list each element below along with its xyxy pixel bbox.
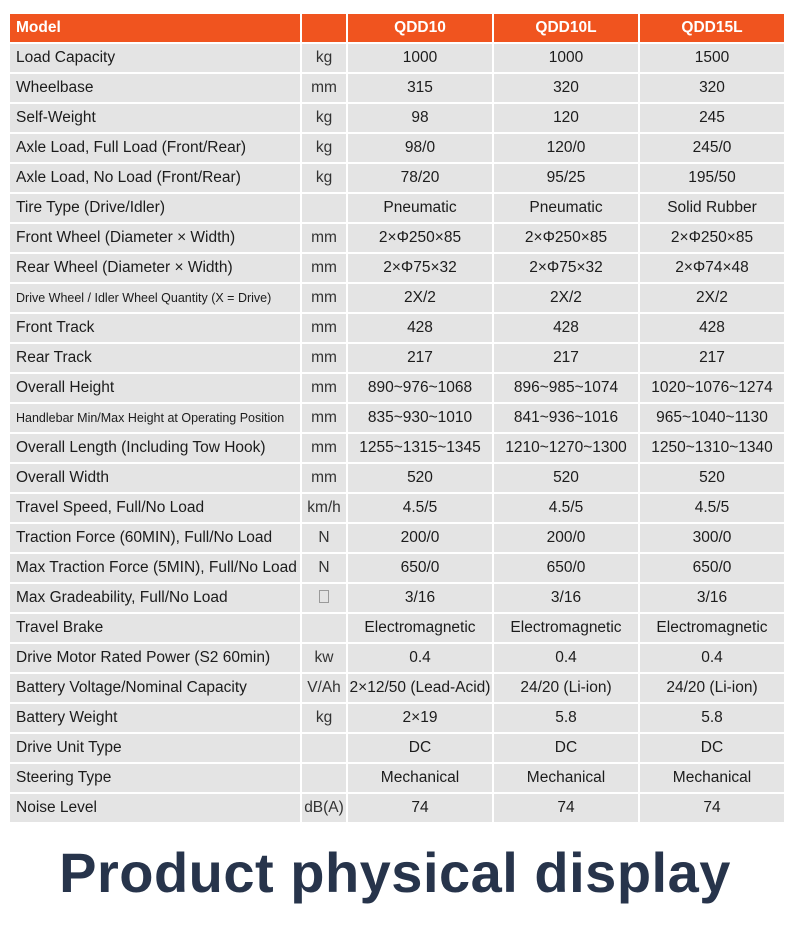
spec-name: Tire Type (Drive/Idler)	[10, 194, 300, 222]
spec-value: Mechanical	[640, 764, 784, 792]
table-row	[10, 344, 784, 372]
spec-name: Self-Weight	[10, 104, 300, 132]
spec-value: 1000	[348, 44, 492, 72]
table-row	[10, 734, 784, 762]
header-model-qdd15l: QDD15L	[640, 14, 784, 42]
spec-name: Drive Unit Type	[10, 734, 300, 762]
table-row	[10, 104, 784, 132]
spec-name: Axle Load, Full Load (Front/Rear)	[10, 134, 300, 162]
spec-value: 5.8	[640, 704, 784, 732]
table-row	[10, 254, 784, 282]
spec-unit: mm	[302, 434, 346, 462]
spec-value: 0.4	[640, 644, 784, 672]
spec-value: 841~936~1016	[494, 404, 638, 432]
spec-unit: kg	[302, 104, 346, 132]
spec-value: 2X/2	[348, 284, 492, 312]
table-row	[10, 704, 784, 732]
header-model-qdd10: QDD10	[348, 14, 492, 42]
spec-value: Pneumatic	[348, 194, 492, 222]
header-unit	[302, 14, 346, 42]
spec-unit	[302, 734, 346, 762]
spec-value: 74	[640, 794, 784, 822]
spec-unit: mm	[302, 224, 346, 252]
spec-value: DC	[640, 734, 784, 762]
spec-value: 2×Φ250×85	[348, 224, 492, 252]
spec-value: 320	[494, 74, 638, 102]
table-row	[10, 464, 784, 492]
header-model-label: Model	[10, 14, 300, 42]
table-row	[10, 374, 784, 402]
spec-value: 520	[348, 464, 492, 492]
spec-name: Battery Weight	[10, 704, 300, 732]
spec-value: Electromagnetic	[640, 614, 784, 642]
spec-value: 300/0	[640, 524, 784, 552]
spec-value: 2×12/50 (Lead-Acid)	[348, 674, 492, 702]
spec-value: 24/20 (Li-ion)	[640, 674, 784, 702]
spec-value: 24/20 (Li-ion)	[494, 674, 638, 702]
spec-name: Travel Brake	[10, 614, 300, 642]
table-row	[10, 44, 784, 72]
spec-name: Steering Type	[10, 764, 300, 792]
spec-value: 428	[640, 314, 784, 342]
spec-value: 120/0	[494, 134, 638, 162]
table-row	[10, 194, 784, 222]
spec-value: 428	[494, 314, 638, 342]
spec-value: Pneumatic	[494, 194, 638, 222]
spec-value: 520	[494, 464, 638, 492]
spec-value: 835~930~1010	[348, 404, 492, 432]
spec-value: 896~985~1074	[494, 374, 638, 402]
spec-unit: mm	[302, 404, 346, 432]
spec-name: Noise Level	[10, 794, 300, 822]
table-row	[10, 134, 784, 162]
spec-value: 74	[348, 794, 492, 822]
table-row	[10, 404, 784, 432]
spec-name: Max Gradeability, Full/No Load	[10, 584, 300, 612]
spec-unit: V/Ah	[302, 674, 346, 702]
spec-name: Axle Load, No Load (Front/Rear)	[10, 164, 300, 192]
spec-value: 520	[640, 464, 784, 492]
table-row	[10, 764, 784, 792]
spec-value: 428	[348, 314, 492, 342]
spec-name: Wheelbase	[10, 74, 300, 102]
spec-unit: kg	[302, 44, 346, 72]
table-row	[10, 164, 784, 192]
spec-unit	[302, 194, 346, 222]
spec-value: 4.5/5	[348, 494, 492, 522]
spec-value: 1210~1270~1300	[494, 434, 638, 462]
spec-name: Traction Force (60MIN), Full/No Load	[10, 524, 300, 552]
spec-value: 5.8	[494, 704, 638, 732]
header-row	[10, 14, 784, 42]
spec-value: 0.4	[494, 644, 638, 672]
spec-body	[10, 44, 784, 822]
spec-value: 3/16	[494, 584, 638, 612]
spec-name: Battery Voltage/Nominal Capacity	[10, 674, 300, 702]
spec-value: 1020~1076~1274	[640, 374, 784, 402]
spec-value: 2×Φ250×85	[640, 224, 784, 252]
spec-unit: mm	[302, 464, 346, 492]
spec-value: DC	[494, 734, 638, 762]
spec-unit: km/h	[302, 494, 346, 522]
spec-unit: mm	[302, 254, 346, 282]
spec-value: 2X/2	[640, 284, 784, 312]
spec-value: 98/0	[348, 134, 492, 162]
spec-value: 245/0	[640, 134, 784, 162]
spec-value: Electromagnetic	[494, 614, 638, 642]
table-row	[10, 314, 784, 342]
spec-value: 965~1040~1130	[640, 404, 784, 432]
spec-value: 1500	[640, 44, 784, 72]
spec-name: Front Track	[10, 314, 300, 342]
spec-unit: kg	[302, 134, 346, 162]
spec-name: Overall Width	[10, 464, 300, 492]
spec-name: Drive Motor Rated Power (S2 60min)	[10, 644, 300, 672]
spec-name: Travel Speed, Full/No Load	[10, 494, 300, 522]
table-row	[10, 434, 784, 462]
spec-value: 1255~1315~1345	[348, 434, 492, 462]
spec-unit: mm	[302, 374, 346, 402]
spec-value: 2X/2	[494, 284, 638, 312]
spec-value: 320	[640, 74, 784, 102]
spec-unit	[302, 764, 346, 792]
spec-unit	[302, 584, 346, 612]
spec-unit: mm	[302, 314, 346, 342]
spec-value: 120	[494, 104, 638, 132]
spec-unit: kg	[302, 704, 346, 732]
spec-value: 2×19	[348, 704, 492, 732]
spec-value: Electromagnetic	[348, 614, 492, 642]
spec-value: 0.4	[348, 644, 492, 672]
spec-value: 650/0	[494, 554, 638, 582]
spec-value: 315	[348, 74, 492, 102]
spec-value: 217	[640, 344, 784, 372]
table-row	[10, 224, 784, 252]
table-row	[10, 794, 784, 822]
table-row	[10, 644, 784, 672]
spec-unit: mm	[302, 284, 346, 312]
spec-unit: N	[302, 524, 346, 552]
spec-unit: kw	[302, 644, 346, 672]
spec-unit: N	[302, 554, 346, 582]
spec-value: 200/0	[494, 524, 638, 552]
table-row	[10, 674, 784, 702]
spec-name: Handlebar Min/Max Height at Operating Position	[10, 404, 300, 432]
spec-name: Front Wheel (Diameter × Width)	[10, 224, 300, 252]
table-row	[10, 524, 784, 552]
spec-value: 1000	[494, 44, 638, 72]
spec-value: 200/0	[348, 524, 492, 552]
spec-value: 217	[494, 344, 638, 372]
table-row	[10, 614, 784, 642]
spec-unit: mm	[302, 74, 346, 102]
spec-unit: dB(A)	[302, 794, 346, 822]
spec-value: 650/0	[348, 554, 492, 582]
spec-table	[8, 12, 786, 824]
spec-value: 3/16	[348, 584, 492, 612]
spec-value: 2×Φ74×48	[640, 254, 784, 282]
spec-value: 4.5/5	[640, 494, 784, 522]
table-row	[10, 284, 784, 312]
table-row	[10, 554, 784, 582]
spec-value: 4.5/5	[494, 494, 638, 522]
spec-value: 890~976~1068	[348, 374, 492, 402]
table-row	[10, 74, 784, 102]
spec-value: 74	[494, 794, 638, 822]
spec-name: Rear Wheel (Diameter × Width)	[10, 254, 300, 282]
table-row	[10, 584, 784, 612]
spec-value: 2×Φ75×32	[348, 254, 492, 282]
spec-value: 2×Φ250×85	[494, 224, 638, 252]
spec-value: 195/50	[640, 164, 784, 192]
spec-unit: kg	[302, 164, 346, 192]
spec-value: 245	[640, 104, 784, 132]
header-model-qdd10l: QDD10L	[494, 14, 638, 42]
spec-name: Load Capacity	[10, 44, 300, 72]
spec-name: Rear Track	[10, 344, 300, 372]
spec-value: 650/0	[640, 554, 784, 582]
spec-value: 98	[348, 104, 492, 132]
spec-value: Solid Rubber	[640, 194, 784, 222]
table-row	[10, 494, 784, 522]
spec-value: 95/25	[494, 164, 638, 192]
spec-name: Drive Wheel / Idler Wheel Quantity (X = Drive)	[10, 284, 300, 312]
spec-value: 2×Φ75×32	[494, 254, 638, 282]
spec-value: Mechanical	[348, 764, 492, 792]
spec-value: DC	[348, 734, 492, 762]
spec-name: Overall Height	[10, 374, 300, 402]
spec-value: 3/16	[640, 584, 784, 612]
spec-unit	[302, 614, 346, 642]
page-title: Product physical display	[59, 841, 731, 904]
spec-value: 78/20	[348, 164, 492, 192]
spec-name: Overall Length (Including Tow Hook)	[10, 434, 300, 462]
spec-name: Max Traction Force (5MIN), Full/No Load	[10, 554, 300, 582]
missing-glyph-icon	[319, 590, 329, 603]
spec-value: 1250~1310~1340	[640, 434, 784, 462]
spec-unit: mm	[302, 344, 346, 372]
spec-value: 217	[348, 344, 492, 372]
spec-value: Mechanical	[494, 764, 638, 792]
